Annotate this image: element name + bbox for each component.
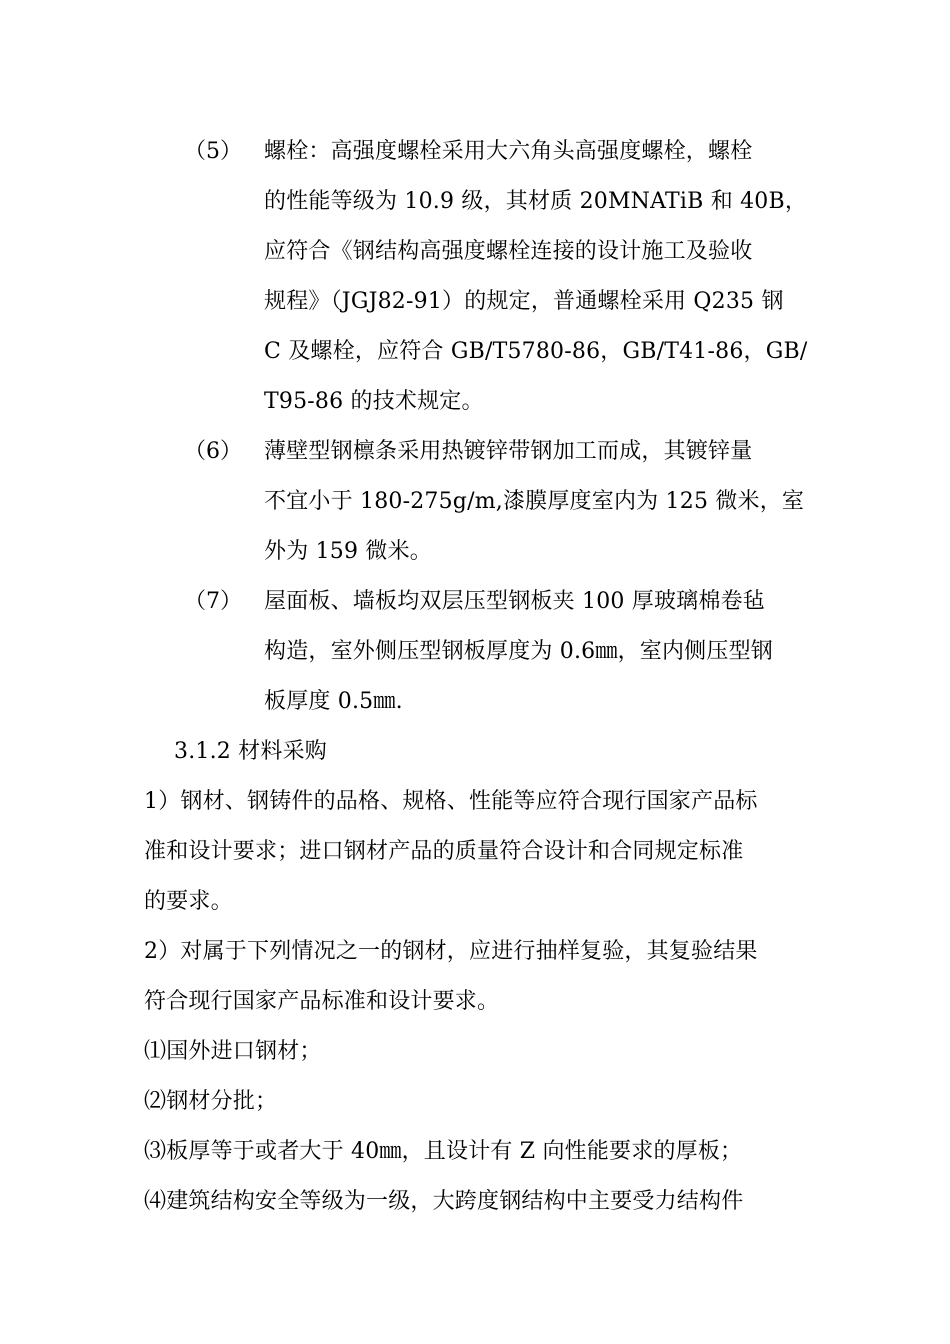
sub-item-3: ⑶板厚等于或者大于 40㎜，且设计有 Z 向性能要求的厚板； [144, 1139, 743, 1164]
item-5-line-2: 的性能等级为 10.9 级，其材质 20MNATiB 和 40B， [264, 189, 808, 214]
sub-item-4: ⑷建筑结构安全等级为一级，大跨度钢结构中主要受力结构件 [144, 1189, 744, 1214]
paragraph-2-line-1: 2）对属于下列情况之一的钢材，应进行抽样复验，其复验结果 [144, 939, 758, 964]
sub-item-1: ⑴国外进口钢材； [144, 1039, 322, 1064]
item-7-line-1: 屋面板、墙板均双层压型钢板夹 100 厚玻璃棉卷毡 [264, 589, 765, 614]
section-heading: 3.1.2 材料采购 [174, 739, 327, 764]
paragraph-2-line-2: 符合现行国家产品标准和设计要求。 [144, 989, 500, 1014]
item-6-line-2: 不宜小于 180-275g/m,漆膜厚度室内为 125 微米，室 [264, 489, 805, 514]
item-5-number: （5） [184, 139, 242, 164]
item-5-line-6: T95-86 的技术规定。 [264, 389, 484, 414]
item-5-line-4: 规程》（JGJ82-91）的规定，普通螺栓采用 Q235 钢 [264, 289, 784, 314]
item-6-line-3: 外为 159 微米。 [264, 539, 432, 564]
item-7-line-3: 板厚度 0.5㎜. [264, 689, 403, 714]
item-5-line-1: 螺栓：高强度螺栓采用大六角头高强度螺栓，螺栓 [264, 139, 753, 164]
item-5-line-5: C 及螺栓，应符合 GB/T5780-86，GB/T41-86，GB/ [264, 339, 808, 364]
item-6-number: （6） [184, 439, 242, 464]
paragraph-1-line-1: 1）钢材、钢铸件的品格、规格、性能等应符合现行国家产品标 [144, 789, 758, 814]
item-7-number: （7） [184, 589, 242, 614]
item-7-line-2: 构造，室外侧压型钢板厚度为 0.6㎜，室内侧压型钢 [264, 639, 773, 664]
sub-item-2: ⑵钢材分批； [144, 1089, 278, 1114]
item-5-line-3: 应符合《钢结构高强度螺栓连接的设计施工及验收 [264, 239, 753, 264]
paragraph-1-line-2: 准和设计要求；进口钢材产品的质量符合设计和合同规定标准 [144, 839, 744, 864]
item-6-line-1: 薄壁型钢檩条采用热镀锌带钢加工而成，其镀锌量 [264, 439, 753, 464]
paragraph-1-line-3: 的要求。 [144, 889, 233, 914]
